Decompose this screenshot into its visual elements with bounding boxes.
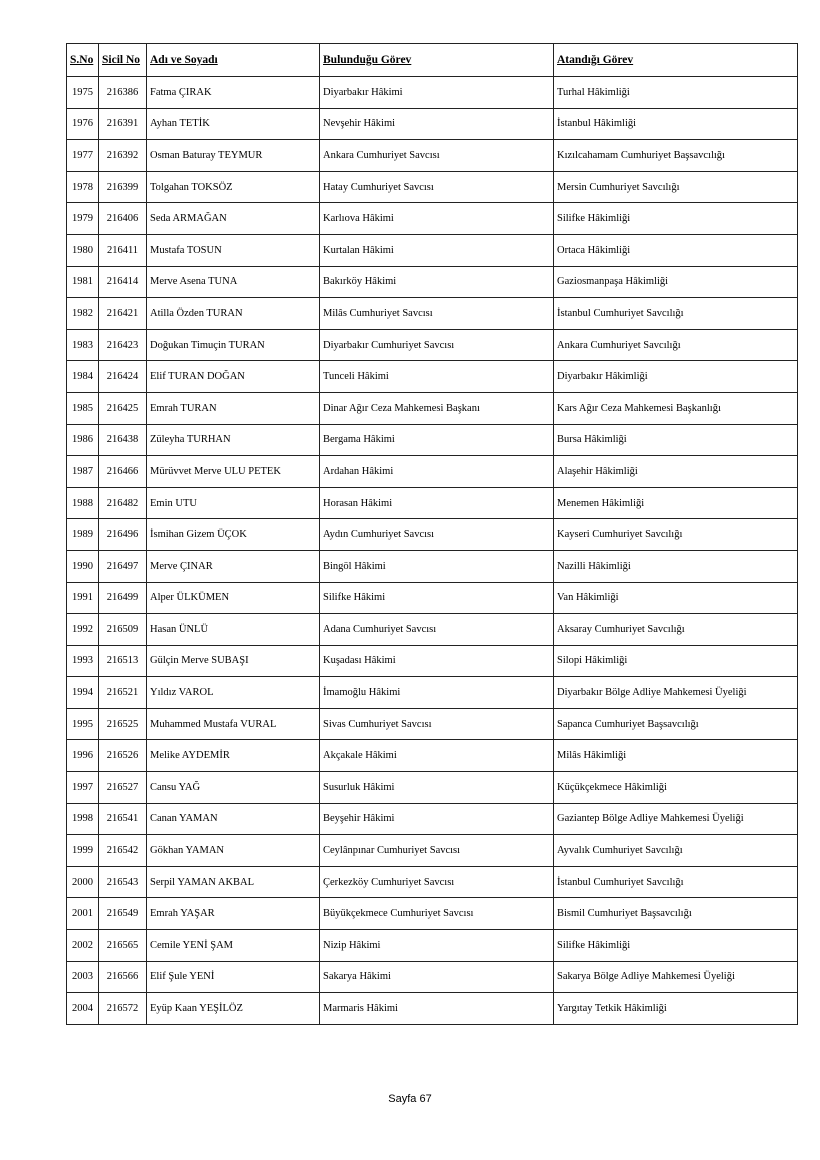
table-row — [67, 424, 798, 456]
cell-name: Merve Asena TUNA — [147, 266, 320, 298]
cell-sno: 1975 — [67, 77, 99, 109]
table-row — [67, 140, 798, 172]
cell-sicil: 216541 — [99, 803, 147, 835]
cell-current-post: Bergama Hâkimi — [320, 424, 554, 456]
table-row — [67, 961, 798, 993]
cell-sicil: 216423 — [99, 329, 147, 361]
cell-current-post: Ankara Cumhuriyet Savcısı — [320, 140, 554, 172]
cell-sno: 1988 — [67, 487, 99, 519]
cell-sno: 1991 — [67, 582, 99, 614]
header-name: Adı ve Soyadı — [147, 44, 320, 77]
cell-sno: 2001 — [67, 898, 99, 930]
cell-sno: 1985 — [67, 392, 99, 424]
cell-current-post: Susurluk Hâkimi — [320, 772, 554, 804]
cell-name: Eyüp Kaan YEŞİLÖZ — [147, 993, 320, 1025]
cell-sicil: 216424 — [99, 361, 147, 393]
cell-current-post: Silifke Hâkimi — [320, 582, 554, 614]
table-row — [67, 993, 798, 1025]
table-row — [67, 203, 798, 235]
table-row — [67, 835, 798, 867]
table-row — [67, 329, 798, 361]
cell-sicil: 216543 — [99, 866, 147, 898]
cell-sicil: 216521 — [99, 677, 147, 709]
cell-sno: 1977 — [67, 140, 99, 172]
table-row — [67, 740, 798, 772]
cell-sicil: 216542 — [99, 835, 147, 867]
cell-current-post: Diyarbakır Hâkimi — [320, 77, 554, 109]
cell-name: Osman Baturay TEYMUR — [147, 140, 320, 172]
cell-assigned-post: Diyarbakır Hâkimliği — [554, 361, 798, 393]
cell-name: İsmihan Gizem ÜÇOK — [147, 519, 320, 551]
cell-name: Emin UTU — [147, 487, 320, 519]
cell-name: Seda ARMAĞAN — [147, 203, 320, 235]
cell-sno: 1990 — [67, 550, 99, 582]
cell-assigned-post: Küçükçekmece Hâkimliği — [554, 772, 798, 804]
cell-name: Elif Şule YENİ — [147, 961, 320, 993]
table-row — [67, 456, 798, 488]
table-row — [67, 803, 798, 835]
cell-sicil: 216565 — [99, 930, 147, 962]
table-row — [67, 487, 798, 519]
cell-name: Gökhan YAMAN — [147, 835, 320, 867]
cell-sicil: 216392 — [99, 140, 147, 172]
cell-name: Ayhan TETİK — [147, 108, 320, 140]
cell-sno: 1993 — [67, 645, 99, 677]
cell-sno: 1978 — [67, 171, 99, 203]
table-row — [67, 677, 798, 709]
table-row — [67, 645, 798, 677]
cell-name: Tolgahan TOKSÖZ — [147, 171, 320, 203]
cell-assigned-post: Nazilli Hâkimliği — [554, 550, 798, 582]
cell-current-post: Ardahan Hâkimi — [320, 456, 554, 488]
table-row — [67, 772, 798, 804]
cell-current-post: Diyarbakır Cumhuriyet Savcısı — [320, 329, 554, 361]
cell-current-post: Beyşehir Hâkimi — [320, 803, 554, 835]
cell-sicil: 216421 — [99, 298, 147, 330]
cell-current-post: İmamoğlu Hâkimi — [320, 677, 554, 709]
cell-current-post: Bingöl Hâkimi — [320, 550, 554, 582]
cell-current-post: Çerkezköy Cumhuriyet Savcısı — [320, 866, 554, 898]
table-row — [67, 582, 798, 614]
table-row — [67, 519, 798, 551]
cell-assigned-post: Ayvalık Cumhuriyet Savcılığı — [554, 835, 798, 867]
cell-sicil: 216549 — [99, 898, 147, 930]
cell-assigned-post: İstanbul Cumhuriyet Savcılığı — [554, 866, 798, 898]
cell-sicil: 216525 — [99, 708, 147, 740]
cell-assigned-post: Mersin Cumhuriyet Savcılığı — [554, 171, 798, 203]
table-row — [67, 708, 798, 740]
cell-assigned-post: Silifke Hâkimliği — [554, 203, 798, 235]
cell-sicil: 216466 — [99, 456, 147, 488]
cell-sno: 1986 — [67, 424, 99, 456]
cell-current-post: Sakarya Hâkimi — [320, 961, 554, 993]
cell-current-post: Horasan Hâkimi — [320, 487, 554, 519]
cell-current-post: Nizip Hâkimi — [320, 930, 554, 962]
table-row — [67, 866, 798, 898]
cell-name: Muhammed Mustafa VURAL — [147, 708, 320, 740]
cell-sno: 1998 — [67, 803, 99, 835]
cell-name: Mustafa TOSUN — [147, 234, 320, 266]
cell-sno: 2004 — [67, 993, 99, 1025]
cell-current-post: Aydın Cumhuriyet Savcısı — [320, 519, 554, 551]
cell-sicil: 216411 — [99, 234, 147, 266]
header-sno: S.No — [67, 44, 99, 77]
cell-sicil: 216527 — [99, 772, 147, 804]
cell-current-post: Dinar Ağır Ceza Mahkemesi Başkanı — [320, 392, 554, 424]
cell-assigned-post: Yargıtay Tetkik Hâkimliği — [554, 993, 798, 1025]
cell-current-post: Kurtalan Hâkimi — [320, 234, 554, 266]
cell-sicil: 216572 — [99, 993, 147, 1025]
cell-sno: 1980 — [67, 234, 99, 266]
cell-assigned-post: Gaziantep Bölge Adliye Mahkemesi Üyeliği — [554, 803, 798, 835]
cell-sicil: 216509 — [99, 614, 147, 646]
cell-sicil: 216414 — [99, 266, 147, 298]
table-row — [67, 298, 798, 330]
cell-name: Merve ÇINAR — [147, 550, 320, 582]
cell-sno: 1996 — [67, 740, 99, 772]
cell-name: Gülçin Merve SUBAŞI — [147, 645, 320, 677]
table-row — [67, 614, 798, 646]
cell-assigned-post: Milâs Hâkimliği — [554, 740, 798, 772]
cell-sno: 1992 — [67, 614, 99, 646]
cell-sno: 2003 — [67, 961, 99, 993]
cell-assigned-post: Kayseri Cumhuriyet Savcılığı — [554, 519, 798, 551]
cell-assigned-post: Kars Ağır Ceza Mahkemesi Başkanlığı — [554, 392, 798, 424]
cell-current-post: Büyükçekmece Cumhuriyet Savcısı — [320, 898, 554, 930]
cell-assigned-post: Diyarbakır Bölge Adliye Mahkemesi Üyeliği — [554, 677, 798, 709]
cell-assigned-post: Bursa Hâkimliği — [554, 424, 798, 456]
cell-current-post: Kuşadası Hâkimi — [320, 645, 554, 677]
cell-assigned-post: Sapanca Cumhuriyet Başsavcılığı — [554, 708, 798, 740]
cell-name: Emrah YAŞAR — [147, 898, 320, 930]
cell-sno: 2000 — [67, 866, 99, 898]
cell-assigned-post: İstanbul Cumhuriyet Savcılığı — [554, 298, 798, 330]
cell-sno: 1995 — [67, 708, 99, 740]
cell-name: Hasan ÜNLÜ — [147, 614, 320, 646]
cell-current-post: Sivas Cumhuriyet Savcısı — [320, 708, 554, 740]
cell-name: Melike AYDEMİR — [147, 740, 320, 772]
cell-sno: 1987 — [67, 456, 99, 488]
cell-current-post: Nevşehir Hâkimi — [320, 108, 554, 140]
cell-sicil: 216438 — [99, 424, 147, 456]
cell-assigned-post: Ortaca Hâkimliği — [554, 234, 798, 266]
cell-name: Atilla Özden TURAN — [147, 298, 320, 330]
table-row — [67, 171, 798, 203]
cell-current-post: Tunceli Hâkimi — [320, 361, 554, 393]
table-row — [67, 361, 798, 393]
cell-sno: 1997 — [67, 772, 99, 804]
cell-assigned-post: Alaşehir Hâkimliği — [554, 456, 798, 488]
header-assigned-post: Atandığı Görev — [554, 44, 798, 77]
table-row — [67, 898, 798, 930]
cell-assigned-post: Bismil Cumhuriyet Başsavcılığı — [554, 898, 798, 930]
cell-name: Doğukan Timuçin TURAN — [147, 329, 320, 361]
header-current-post: Bulunduğu Görev — [320, 44, 554, 77]
cell-sicil: 216425 — [99, 392, 147, 424]
table-row — [67, 77, 798, 109]
cell-sicil: 216482 — [99, 487, 147, 519]
cell-assigned-post: Turhal Hâkimliği — [554, 77, 798, 109]
cell-name: Cemile YENİ ŞAM — [147, 930, 320, 962]
cell-assigned-post: Aksaray Cumhuriyet Savcılığı — [554, 614, 798, 646]
cell-assigned-post: Gaziosmanpaşa Hâkimliği — [554, 266, 798, 298]
cell-sno: 1989 — [67, 519, 99, 551]
table-row — [67, 108, 798, 140]
cell-current-post: Karlıova Hâkimi — [320, 203, 554, 235]
table-row — [67, 234, 798, 266]
cell-current-post: Marmaris Hâkimi — [320, 993, 554, 1025]
cell-assigned-post: Sakarya Bölge Adliye Mahkemesi Üyeliği — [554, 961, 798, 993]
cell-sno: 1983 — [67, 329, 99, 361]
table-row — [67, 550, 798, 582]
cell-sicil: 216496 — [99, 519, 147, 551]
cell-name: Mürüvvet Merve ULU PETEK — [147, 456, 320, 488]
cell-sicil: 216526 — [99, 740, 147, 772]
cell-name: Fatma ÇIRAK — [147, 77, 320, 109]
cell-sicil: 216399 — [99, 171, 147, 203]
cell-sno: 1981 — [67, 266, 99, 298]
cell-sno: 2002 — [67, 930, 99, 962]
appointment-table — [66, 43, 798, 1025]
cell-name: Yıldız VAROL — [147, 677, 320, 709]
header-sicil: Sicil No — [99, 44, 147, 77]
cell-current-post: Ceylânpınar Cumhuriyet Savcısı — [320, 835, 554, 867]
cell-current-post: Milâs Cumhuriyet Savcısı — [320, 298, 554, 330]
cell-sicil: 216497 — [99, 550, 147, 582]
cell-sicil: 216386 — [99, 77, 147, 109]
cell-current-post: Adana Cumhuriyet Savcısı — [320, 614, 554, 646]
cell-sno: 1982 — [67, 298, 99, 330]
cell-assigned-post: Ankara Cumhuriyet Savcılığı — [554, 329, 798, 361]
cell-assigned-post: Kızılcahamam Cumhuriyet Başsavcılığı — [554, 140, 798, 172]
cell-assigned-post: İstanbul Hâkimliği — [554, 108, 798, 140]
cell-sicil: 216499 — [99, 582, 147, 614]
cell-sicil: 216406 — [99, 203, 147, 235]
cell-name: Alper ÜLKÜMEN — [147, 582, 320, 614]
cell-sno: 1984 — [67, 361, 99, 393]
cell-sicil: 216566 — [99, 961, 147, 993]
cell-assigned-post: Menemen Hâkimliği — [554, 487, 798, 519]
page-number: Sayfa 67 — [388, 1093, 432, 1105]
cell-current-post: Hatay Cumhuriyet Savcısı — [320, 171, 554, 203]
cell-current-post: Bakırköy Hâkimi — [320, 266, 554, 298]
cell-name: Emrah TURAN — [147, 392, 320, 424]
cell-assigned-post: Silopi Hâkimliği — [554, 645, 798, 677]
cell-name: Canan YAMAN — [147, 803, 320, 835]
cell-name: Züleyha TURHAN — [147, 424, 320, 456]
cell-sno: 1976 — [67, 108, 99, 140]
cell-assigned-post: Silifke Hâkimliği — [554, 930, 798, 962]
table-header-row — [67, 44, 798, 77]
cell-name: Cansu YAĞ — [147, 772, 320, 804]
cell-sicil: 216391 — [99, 108, 147, 140]
table-row — [67, 266, 798, 298]
cell-sno: 1979 — [67, 203, 99, 235]
cell-sicil: 216513 — [99, 645, 147, 677]
cell-name: Elif TURAN DOĞAN — [147, 361, 320, 393]
cell-name: Serpil YAMAN AKBAL — [147, 866, 320, 898]
cell-current-post: Akçakale Hâkimi — [320, 740, 554, 772]
table-row — [67, 930, 798, 962]
cell-assigned-post: Van Hâkimliği — [554, 582, 798, 614]
cell-sno: 1994 — [67, 677, 99, 709]
table-row — [67, 392, 798, 424]
cell-sno: 1999 — [67, 835, 99, 867]
